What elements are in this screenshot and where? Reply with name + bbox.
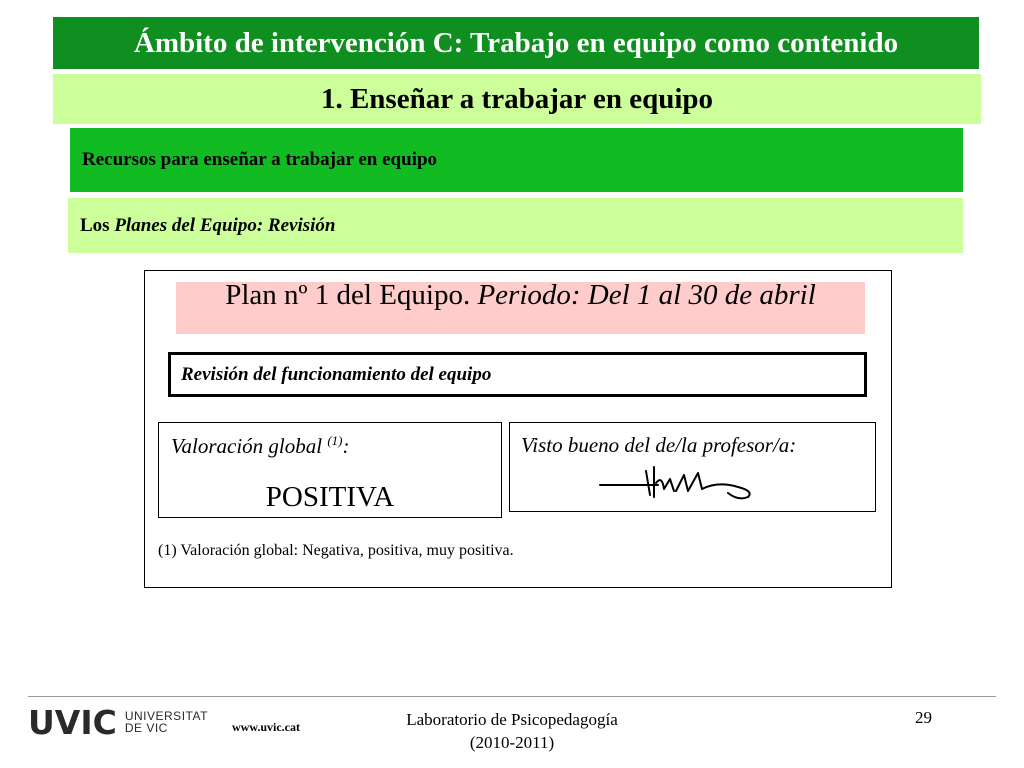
footer-divider — [28, 696, 996, 697]
website-text: www.uvic.cat — [232, 720, 300, 734]
plan-title-period: Periodo: Del 1 al 30 de abril — [477, 279, 816, 311]
lab-credit — [382, 708, 642, 754]
plan-title-plain: Plan nº 1 del Equipo. — [225, 279, 478, 311]
visto-bueno-box — [509, 422, 876, 512]
valoracion-label — [171, 433, 350, 459]
revision-label: Revisión del funcionamiento del equipo — [181, 363, 492, 385]
logo-line-1: UNIVERSITAT — [124, 709, 208, 723]
logo-line-2: DE VIC — [124, 721, 168, 735]
university-logo — [28, 704, 208, 740]
footnote: (1) Valoración global: Negativa, positiva, muy positiva. — [158, 542, 514, 559]
valoracion-footnote-ref: (1) — [327, 433, 343, 448]
valoracion-value: POSITIVA — [265, 481, 395, 513]
plan-title — [176, 276, 865, 314]
visto-bueno-label: Visto bueno del de/la profesor/a: — [521, 433, 797, 457]
revision-label-box — [168, 352, 867, 397]
signature-image — [598, 461, 758, 505]
logo-text — [125, 710, 208, 734]
section-heading: Recursos para enseñar a trabajar en equipo — [70, 128, 963, 192]
page-number: 29 — [915, 708, 932, 727]
slide-title: Ámbito de intervención C: Trabajo en equipo como contenido — [53, 17, 979, 69]
valoracion-colon: : — [342, 434, 350, 458]
lab-year: (2010-2011) — [469, 733, 555, 752]
valoracion-box — [158, 422, 502, 518]
subsection-prefix: Los — [80, 214, 110, 236]
lab-name: Laboratorio de Psicopedagogía — [406, 710, 618, 729]
slide-subtitle: 1. Enseñar a trabajar en equipo — [53, 74, 981, 124]
valoracion-label-text: Valoración global — [171, 434, 328, 458]
subsection-heading — [68, 198, 963, 253]
subsection-emphasis: Planes del Equipo: Revisión — [114, 214, 336, 236]
logo-mark: UVIC — [28, 702, 117, 742]
